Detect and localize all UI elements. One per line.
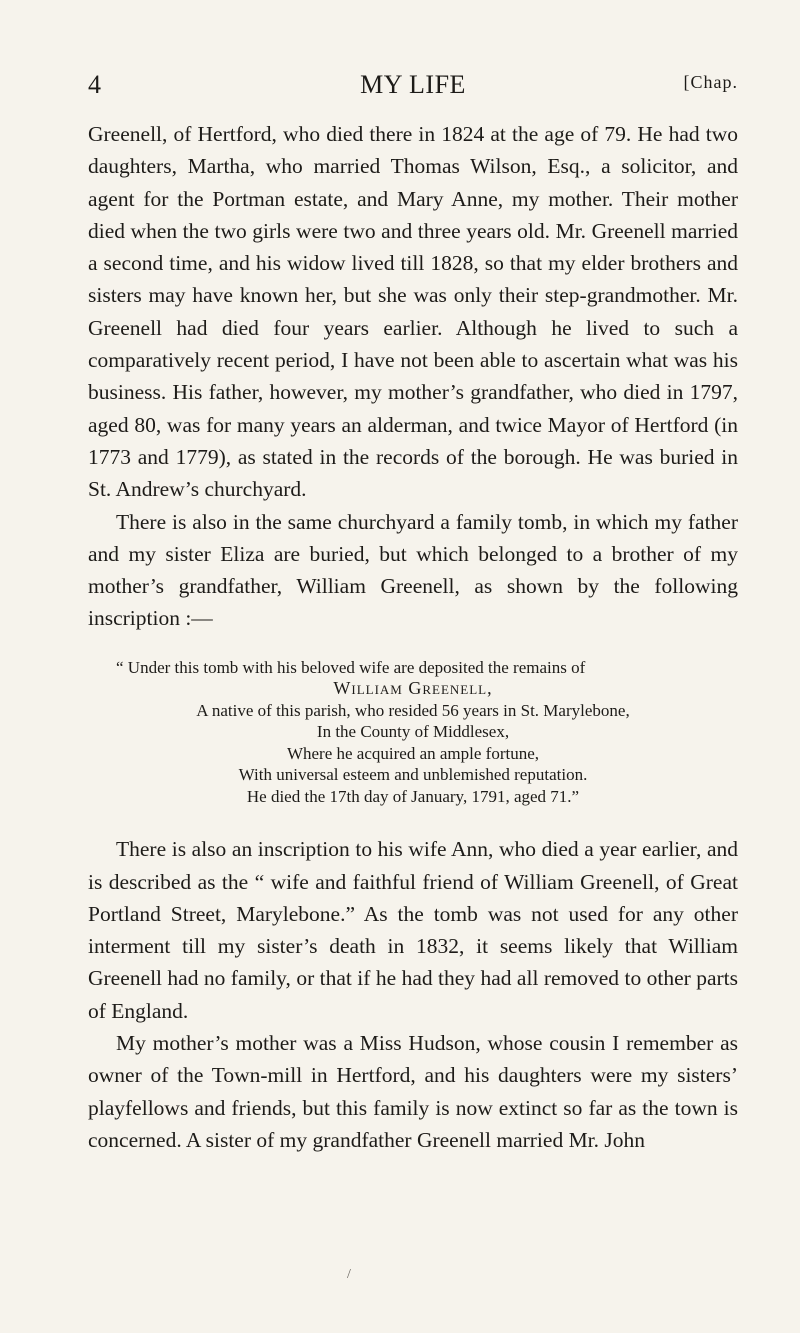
inscription-line-5: Where he acquired an ample fortune, [286,743,540,763]
inscription-line-4: In the County of Middlesex, [316,722,510,742]
page-number: 4 [88,70,101,99]
paragraph-2: There is also in the same churchyard a family tomb, in which my father and my sister Eliza are buried, but which belonged to a brother of my mother’s grandfather, William Greenell, as shown by the following inscription :— [88,509,738,631]
paragraph-4: My mother’s mother was a Miss Hudson, whose cousin I remember as owner of the Town-mill in Hertford, and his daughters were my sisters’ playfellows and friends, but this family is now extinct so far as the town is concerned. A sister of my grandfather Greenell married Mr. John [88,1031,738,1152]
inscription-line-7: He died the 17th day of January, 1791, aged 71.” [246,786,580,806]
paragraph-1: Greenell, of Hertford, who died there in 1824 at the age of 79. He had two daughters, Martha, who married Thomas Wilson, Esq., a solicitor, and agent for the Portman estate, and Mary Anne, my mother. Their mother died when the two girls were two and three years old. Mr. Greenell married a second time, and his widow lived till 1828, so that my elder brothers and sisters may have known her, but she was only their step-grandmother. Mr. Greenell had died four years earlier. Although he lived to such a comparatively recent period, I have not been able to ascertain what was his business. His father, however, my mother’s grandfather, who died in 1797, aged 80, was for many years an alderman, and twice Mayor of Hertford (in 1773 and 1779), as stated in the records of the borough. He was buried in St. Andrew’s churchyard. [88,122,738,502]
page-header [88,70,738,104]
tomb-inscription [88,657,738,808]
paragraph-3: There is also an inscription to his wife Ann, who died a year earlier, and is described as the “ wife and faithful friend of William Greenell, of Great Portland Street, Marylebone.” As the tomb was not used for any other interment till my sister’s death in 1832, it seems likely that William Greenell had no family, or that if he had they had all removed to other parts of England. [88,837,738,1023]
page-body [88,118,738,1156]
inscription-line-3: A native of this parish, who resided 56 years in St. Marylebone, [196,700,630,720]
stray-mark: / [347,1267,351,1282]
chapter-mark: [Chap. [683,72,738,92]
inscription-line-1: “ Under this tomb with his beloved wife are deposited the remains of [116,657,586,677]
inscription-line-2: William Greenell, [333,678,493,699]
inscription-line-6: With universal esteem and unblemished reputation. [238,765,588,785]
running-title: MY LIFE [360,70,466,99]
